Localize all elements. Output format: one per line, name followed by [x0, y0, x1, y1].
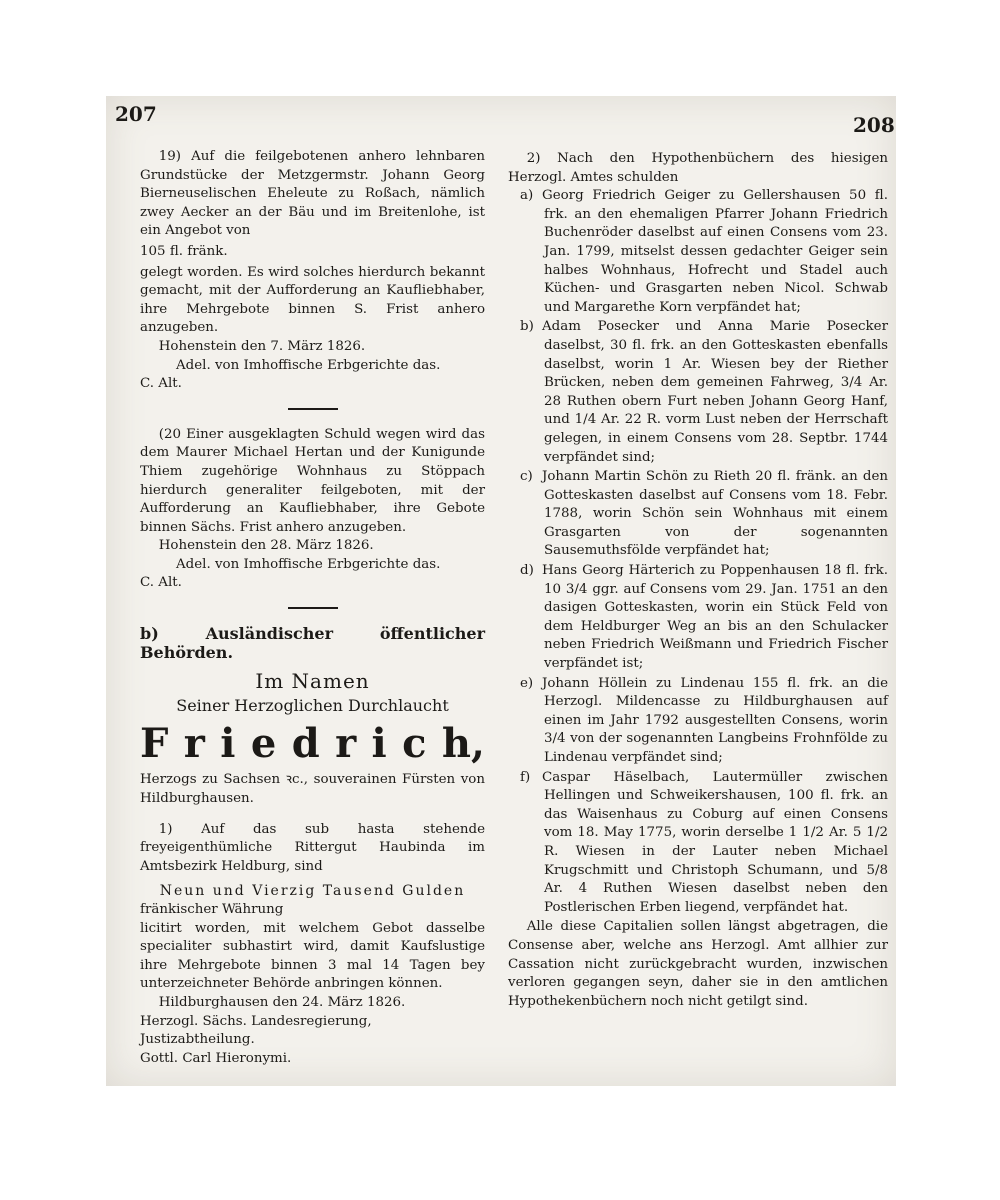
list-item	[508, 187, 888, 317]
notice-19-place-date: Hohenstein den 7. März 1826.	[158, 338, 366, 354]
closing-paragraph: Alle diese Capitalien sollen längst abgetragen, die Consense aber, welche ans Herzogl. Amt allhier zur Cassation nicht zurückgebracht wurden, inzwischen verloren gegangen seyn, daher sie in den amtlichen Hypothekenbüchern noch nicht getilgt sind.	[508, 919, 888, 1009]
page-number-right: 208	[853, 113, 895, 137]
notice-1-signature-name: Gottl. Carl Hieronymi.	[140, 1050, 292, 1066]
proclamation-line-2: Seiner Herzoglichen Durchlaucht	[176, 695, 449, 715]
left-column	[140, 148, 485, 1068]
item-text: Johann Höllein zu Lindenau 155 fl. frk. an die Herzogl. Mildencasse zu Hildburghausen auf einen im Jahr 1792 ausgestellten Consens, worin 3/4 von der sogenannten Langbeins Frohnfölde zu Lindenau verpfändet sind;	[542, 675, 888, 765]
page-number-left: 207	[115, 102, 157, 126]
item-text: Hans Georg Härterich zu Poppenhausen 18 fl. frk. 10 3/4 ggr. auf Consens vom 29. Jan. 1751 an den dasigen Gotteskasten, worin ein Stück Feld von dem Heldburger Weg an bis an den Schulacker neben Friedrich Weißmann und Friedrich Fischer verpfändet ist;	[542, 563, 888, 672]
list-item	[508, 769, 888, 918]
item-text: Johann Martin Schön zu Rieth 20 fl. fränk. an den Gotteskasten daselbst auf Consens vom 18. Febr. 1788, worin Schön sein Wohnhaus mit einem Grasgarten von der sogenannten Sausemuthsfölde verpfändet hat;	[542, 469, 888, 559]
proclamation-name	[140, 721, 485, 767]
name-letter: r	[335, 720, 357, 768]
name-letter: h,	[441, 720, 485, 768]
notice-20-place-date: Hohenstein den 28. März 1826.	[158, 538, 374, 554]
item-label: f)	[520, 769, 531, 785]
item-label: b)	[520, 319, 534, 335]
notice-1-amount: Neun und Vierzig Tausend Gulden	[159, 883, 466, 900]
notice-1-amount-currency: fränkischer Währung	[140, 902, 284, 917]
notice-2-intro: 2) Nach den Hypothenbüchern des hiesigen Herzogl. Amtes schulden	[508, 151, 888, 185]
section-divider	[288, 408, 338, 410]
list-item	[508, 675, 888, 768]
item-label: a)	[520, 188, 534, 204]
name-letter: e	[250, 720, 277, 768]
name-letter: d	[291, 720, 320, 768]
item-label: d)	[520, 563, 534, 579]
item-text: Caspar Häselbach, Lautermüller zwischen Hellingen und Schweikershausen, 100 fl. frk. an das Waisenhaus zu Coburg auf einen Consens vom 18. May 1775, worin derselbe 1 1/2 Ar. 5 1/2 R. Wiesen in der Lauter neben Michael Krugschmitt und Christoph Schumann, und 5/8 Ar. 4 Ruthen Wiesen daselbst neben den Postlerischen Erben liegend, verpfändet hat.	[542, 769, 888, 915]
notice-19-text2: gelegt worden. Es wird solches hierdurch bekannt gemacht, mit der Aufforderung an Kaufliebhaber, ihre Mehrgebote binnen S. Frist anhero anzugeben.	[140, 264, 485, 336]
name-letter: i	[220, 720, 236, 768]
right-column	[508, 150, 888, 1011]
notice-1-signature-dept: Justizabtheilung.	[140, 1032, 255, 1048]
notice-20-signature: Adel. von Imhoffische Erbgerichte das.	[176, 556, 441, 572]
notice-1-signature: Herzogl. Sächs. Landesregierung,	[140, 1013, 372, 1029]
notice-20-text: (20 Einer ausgeklagten Schuld wegen wird das dem Maurer Michael Hertan und der Kunigunde Thiem zugehörige Wohnhaus zu Stöppach hierdurch generaliter feilgeboten, mit der Aufforderung an Kaufliebhaber, ihre Gebote binnen Sächs. Frist anhero anzugeben.	[140, 426, 485, 535]
list-item	[508, 562, 888, 674]
proclamation-line-1: Im Namen	[255, 669, 370, 694]
notice-20-signature-name: C. Alt.	[140, 575, 182, 591]
name-letter: r	[183, 720, 205, 768]
list-item	[508, 318, 888, 467]
name-letter: F	[140, 720, 169, 768]
item-label: c)	[520, 469, 533, 485]
item-text: Adam Posecker und Anna Marie Posecker daselbst, 30 fl. frk. an den Gotteskasten ebenfalls daselbst, worin 1 Ar. Wiesen bey der Riether Brücken, neben dem gemeinen Fahrweg, 3/4 Ar. 28 Ruthen obern Furt neben Johann Georg Hanf, und 1/4 Ar. 22 R. vorm Lust neben der Herrschaft gelegen, in einem Consens vom 28. Septbr. 1744 verpfändet sind;	[542, 319, 888, 465]
proclamation-line-4: Herzogs zu Sachsen ꝛc., souverainen Fürsten von Hildburghausen.	[140, 772, 485, 807]
notice-1-text: 1) Auf das sub hasta stehende freyeigenthümliche Rittergut Haubinda im Amtsbezirk Heldburg, sind	[140, 821, 485, 874]
notice-19-signature-name: C. Alt.	[140, 376, 182, 392]
list-item	[508, 468, 888, 561]
section-divider	[288, 607, 338, 609]
notice-19-text: 19) Auf die feilgebotenen anhero lehnbaren Grundstücke der Metzgermstr. Johann Georg Bierneuselischen Eheleute zu Roßach, nämlich zwey Aecker an der Bäu und im Breitenlohe, ist ein Angebot von	[140, 149, 485, 239]
notice-1-text2: licitirt worden, mit welchem Gebot dasselbe specialiter subhastirt wird, damit Kaufslustige ihre Mehrgebote binnen 3 mal 14 Tagen bey unterzeichneter Behörde anbringen können.	[140, 920, 485, 992]
notice-1-place-date: Hildburghausen den 24. März 1826.	[158, 994, 406, 1010]
item-text: Georg Friedrich Geiger zu Gellershausen 50 fl. frk. an den ehemaligen Pfarrer Johann Friedrich Buchenröder daselbst auf einen Consens vom 23. Jan. 1799, mitselst dessen gedachter Geiger sein halbes Wohnhaus, Hofrecht und Stadel auch Küchen- und Grasgarten neben Nicol. Schwab und Margarethe Korn verpfändet hat;	[542, 188, 888, 315]
name-letter: i	[371, 720, 387, 768]
name-letter: c	[402, 720, 427, 768]
notice-19-price: 105 fl. fränk.	[140, 243, 228, 259]
item-label: e)	[520, 675, 534, 691]
notice-19-signature: Adel. von Imhoffische Erbgerichte das.	[176, 357, 441, 373]
section-heading: b) Ausländischer öffentlicher Behörden.	[140, 624, 485, 662]
